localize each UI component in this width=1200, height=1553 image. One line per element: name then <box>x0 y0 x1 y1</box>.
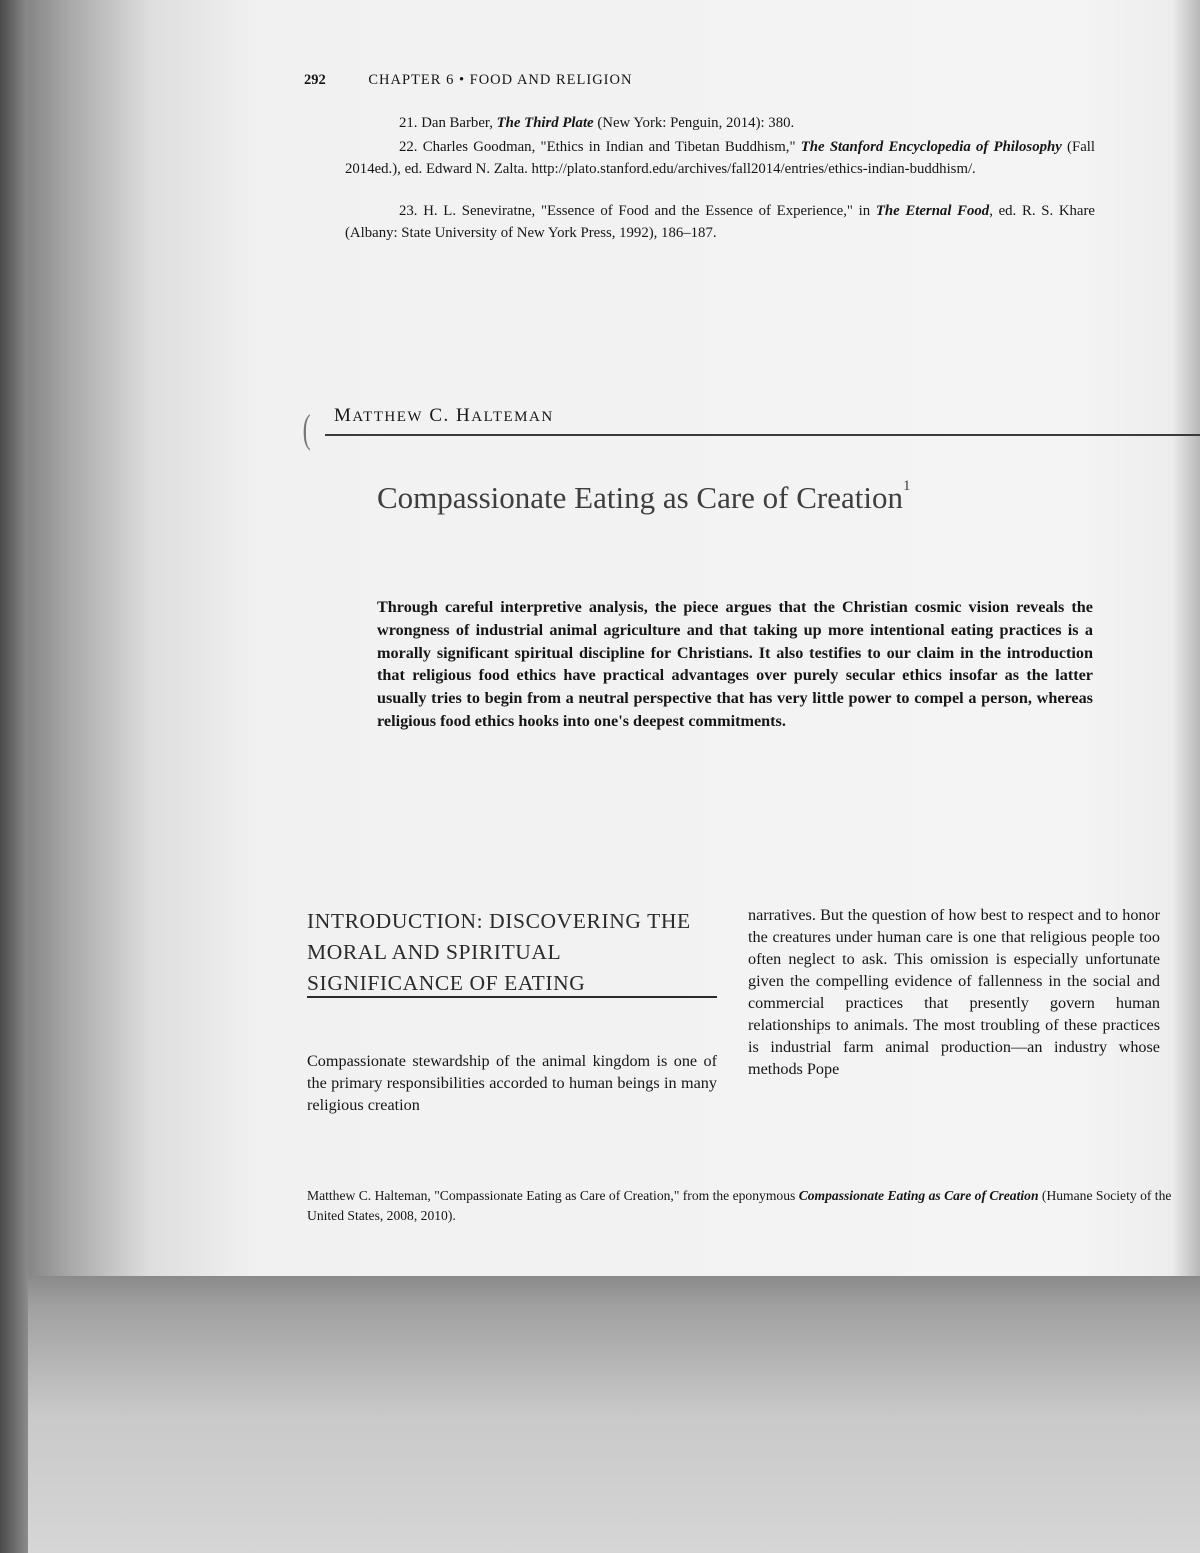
endnote-21 <box>345 112 1095 134</box>
scan-background <box>0 1276 1200 1553</box>
endnote-number: 21. <box>399 115 418 131</box>
article-title: Compassionate Eating as Care of Creation$^1$ <box>377 478 911 515</box>
decorative-bracket: ( <box>302 406 311 451</box>
endnote-title: The Third Plate <box>496 115 594 131</box>
book-spine-shadow <box>0 0 28 1553</box>
credit-title: Compassionate Eating as Care of Creation <box>798 1188 1039 1203</box>
source-credit: Matthew C. Halteman, "Compassionate Eating as Care of Creation," from the eponymous Compassionate Eating as Care of Creation (Humane Society of the United States, 2008, 2010). <box>307 1188 1172 1223</box>
body-column-right: narratives. But the question of how best to respect and to honor the creatures under human care is one that religious people too often neglect to ask. This omission is especially unfortunate given the compelling evidence of fallenness in the social and commercial practices that presently govern human relationships to animals. The most troubling of these practices is industrial farm animal production—an industry whose methods Pope <box>748 906 1160 1078</box>
endnote-title: The Eternal Food <box>875 203 990 219</box>
endnote-text: (New York: Penguin, 2014): 380. <box>593 115 795 131</box>
body-column-left: Compassionate stewardship of the animal kingdom is one of the primary responsibilities accorded to human beings in many religious creation <box>307 1052 717 1114</box>
endnote-text: (Fall 2014ed.), ed. Edward N. Zalta. http://plato.stanford.edu/archives/fall2014/entries/ethics-indian-buddhism/. <box>345 139 1095 177</box>
endnote-23 <box>345 200 1095 244</box>
section-heading: INTRODUCTION: DISCOVERING THE MORAL AND SPIRITUAL SIGNIFICANCE OF EATING <box>307 909 691 995</box>
page-number: 292 <box>304 72 326 88</box>
page-edge-shadow <box>1172 0 1200 1276</box>
endnote-text: Charles Goodman, "Ethics in Indian and Tibetan Buddhism," <box>422 139 801 155</box>
endnote-text: Dan Barber, <box>421 115 497 131</box>
author-name: MATTHEW C. HALTEMAN <box>334 405 554 426</box>
endnote-title: The Stanford Encyclopedia of Philosophy <box>800 139 1062 155</box>
chapter-title: CHAPTER 6 • FOOD AND RELIGION <box>368 72 633 88</box>
author-rule <box>325 434 1200 436</box>
endnote-text: H. L. Seneviratne, "Essence of Food and the Essence of Experience," in <box>423 203 876 219</box>
footnote-mark: 1 <box>903 478 911 494</box>
section-rule <box>307 996 717 998</box>
endnote-22 <box>345 136 1095 180</box>
running-head <box>304 72 632 89</box>
endnote-number: 22. <box>399 139 418 155</box>
endnote-number: 23. <box>399 203 418 219</box>
abstract: Through careful interpretive analysis, the piece argues that the Christian cosmic vision reveals the wrongness of industrial animal agriculture and that taking up more intentional eating practices is a morally significant spiritual discipline for Christians. It also testifies to our claim in the introduction that religious food ethics have practical advantages over purely secular ethics insofar as the latter usually tries to begin from a neutral perspective that has very little power to compel a person, whereas religious food ethics hooks into one's deepest commitments. <box>377 598 1093 730</box>
endnote-text: , ed. R. S. Khare (Albany: State University of New York Press, 1992), 186–187. <box>345 203 1095 241</box>
